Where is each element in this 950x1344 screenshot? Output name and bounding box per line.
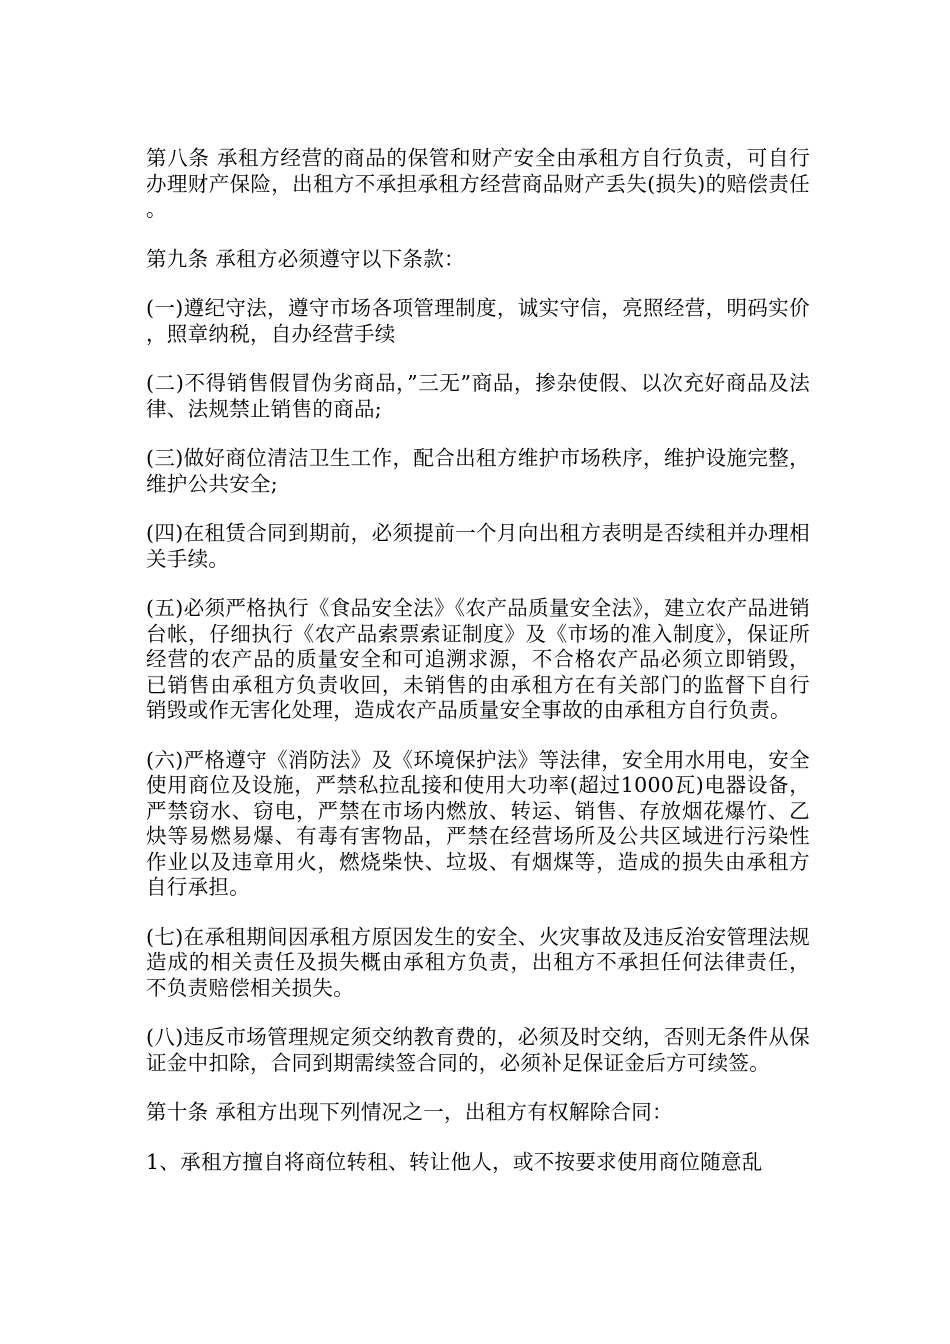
article-9-clause-7: (七)在承租期间因承租方原因发生的安全、火灾事故及违反治安管理法规造成的相关责任及损失概由承租方负责，出租方不承担任何法律责任，不负责赔偿相关损失。 (146, 924, 810, 1000)
article-9-clause-4: (四)在租赁合同到期前，必须提前一个月向出租方表明是否续租并办理相关手续。 (146, 521, 810, 571)
article-9-clause-6: (六)严格遵守《消防法》及《环境保护法》等法律，安全用水用电，安全使用商位及设施，严禁私拉乱接和使用大功率(超过1000瓦)电器设备，严禁窃水、窃电，严禁在市场内燃放、转运、销售、存放烟花爆竹、乙炔等易燃易爆、有毒有害物品，严禁在经营场所及公共区域进行污染性作业以及违章用火，燃烧柴快、垃圾、有烟煤等，造成的损失由承租方自行承担。 (146, 747, 810, 899)
article-9-clause-1: (一)遵纪守法，遵守市场各项管理制度，诚实守信，亮照经营，明码实价，照章纳税，自办经营手续 (146, 296, 810, 346)
article-9-heading: 第九条 承租方必须遵守以下条款： (146, 246, 465, 271)
document-page (146, 146, 810, 1199)
article-9-clause-8: (八)违反市场管理规定须交纳教育费的，必须及时交纳，否则无条件从保证金中扣除，合同到期需续签合同的，必须补足保证金后方可续签。 (146, 1025, 810, 1075)
article-10-heading: 第十条 承租方出现下列情况之一，出租方有权解除合同： (146, 1100, 673, 1124)
article-9-clause-5: (五)必须严格执行《食品安全法》《农产品质量安全法》，建立农产品进销台帐，仔细执行《农产品索票索证制度》及《市场的准入制度》，保证所经营的农产品的质量安全和可追溯求源，不合格农产品必须立即销毁，已销售由承租方负责收回，未销售的由承租方在有关部门的监督下自行销毁或作无害化处理，造成农产品质量安全事故的由承租方自行负责。 (146, 596, 810, 722)
article-8-paragraph: 第八条 承租方经营的商品的保管和财产安全由承租方自行负责，可自行办理财产保险，出租方不承担承租方经营商品财产丢失(损失)的赔偿责任。 (146, 146, 810, 221)
article-9-clause-3: (三)做好商位清洁卫生工作，配合出租方维护市场秩序，维护设施完整，维护公共安全; (146, 446, 810, 496)
article-9-clause-2: (二)不得销售假冒伪劣商品，”三无”商品，掺杂使假、以次充好商品及法律、法规禁止销售的商品; (146, 371, 810, 421)
article-10-item-1: 1、承租方擅自将商位转租、转让他人，或不按要求使用商位随意乱 (146, 1149, 763, 1174)
